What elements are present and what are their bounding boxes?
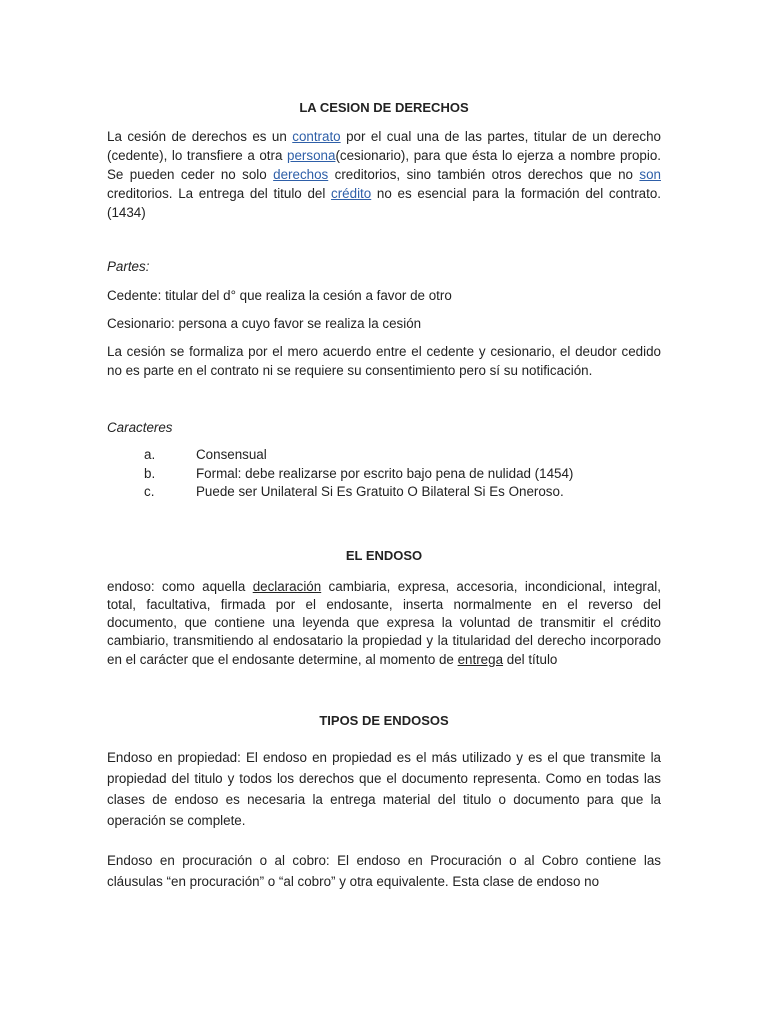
endoso-text-3: del título (503, 651, 558, 667)
list-marker: a. (144, 447, 156, 462)
list-marker: b. (144, 465, 156, 481)
list-item-text: Formal: debe realizarse por escrito bajo pena de nulidad (1454) (196, 465, 574, 481)
cesionario-definition: Cesionario: persona a cuyo favor se realiza la cesión (107, 316, 422, 331)
list-item-text: Consensual (196, 447, 267, 462)
endoso-text-1: endoso: como aquella (107, 578, 253, 594)
endoso-definition-paragraph (107, 578, 661, 669)
endoso-propiedad-paragraph: Endoso en propiedad: El endoso en propiedad es el más utilizado y es el que transmite la propiedad del titulo y todos los derechos que el documento representa. Como en todas las clases de endoso es necesaria la entrega material del titulo o documento para que la operación se complete. (107, 749, 661, 828)
formalizacion-paragraph: La cesión se formaliza por el mero acuerdo entre el cedente y cesionario, el deudor cedido no es parte en el contrato ni se requiere su consentimiento pero sí su notificación. (107, 344, 661, 378)
intro-text-1: La cesión de derechos es un (107, 129, 293, 144)
intro-text-3: (cesionario), para que ésta lo ejerza a nombre propio. Se pueden ceder no solo (107, 148, 662, 182)
cesion-title: LA CESION DE DERECHOS (299, 100, 469, 115)
credito-link[interactable]: crédito (331, 186, 372, 201)
list-item (107, 446, 661, 465)
list-marker: c. (144, 484, 155, 499)
cedente-definition: Cedente: titular del d° que realiza la cesión a favor de otro (107, 288, 452, 303)
caracteres-list (107, 446, 661, 502)
list-item (107, 465, 661, 484)
contrato-link[interactable]: contrato (292, 129, 341, 144)
son-link[interactable]: son (639, 167, 661, 182)
intro-text-2: por el cual una de las partes, titular de un derecho (cedente), lo transfiere a otra (107, 129, 661, 163)
list-item (107, 483, 661, 502)
list-item-text: Puede ser Unilateral Si Es Gratuito O Bilateral Si Es Oneroso. (196, 484, 564, 499)
partes-label: Partes: (107, 259, 150, 274)
derechos-link[interactable]: derechos (273, 167, 329, 182)
document-content (107, 98, 661, 892)
endoso-text-2: cambiaria, expresa, accesoria, incondicional, integral, total, facultativa, firmada por el endosante, inserta normalmente en el reverso del documento, que contiene una leyenda que expresa la voluntad de transmitir el crédito cambiario, transmitiendo al endosatario la propiedad y la titularidad del derecho incorporado en el carácter que el endosante determine, al momento de (107, 578, 661, 667)
intro-text-4: creditorios, sino también otros derechos que no (328, 167, 640, 182)
persona-link[interactable]: persona (287, 148, 336, 163)
cesion-intro-paragraph (107, 127, 661, 222)
declaracion-link[interactable]: declaración (252, 578, 322, 594)
endoso-procuracion-paragraph: Endoso en procuración o al cobro: El endoso en Procuración o al Cobro contiene las cláusulas “en procuración” o “al cobro” y otra equivalente. Esta clase de endoso no (107, 852, 661, 889)
endoso-title: EL ENDOSO (345, 547, 423, 563)
caracteres-label: Caracteres (107, 420, 173, 435)
intro-text-5: creditorios. La entrega del titulo del (107, 186, 332, 201)
entrega-link[interactable]: entrega (457, 651, 504, 667)
tipos-title: TIPOS DE ENDOSOS (319, 712, 449, 728)
intro-text-6: no es esencial para la formación del contrato.(1434) (107, 186, 661, 220)
